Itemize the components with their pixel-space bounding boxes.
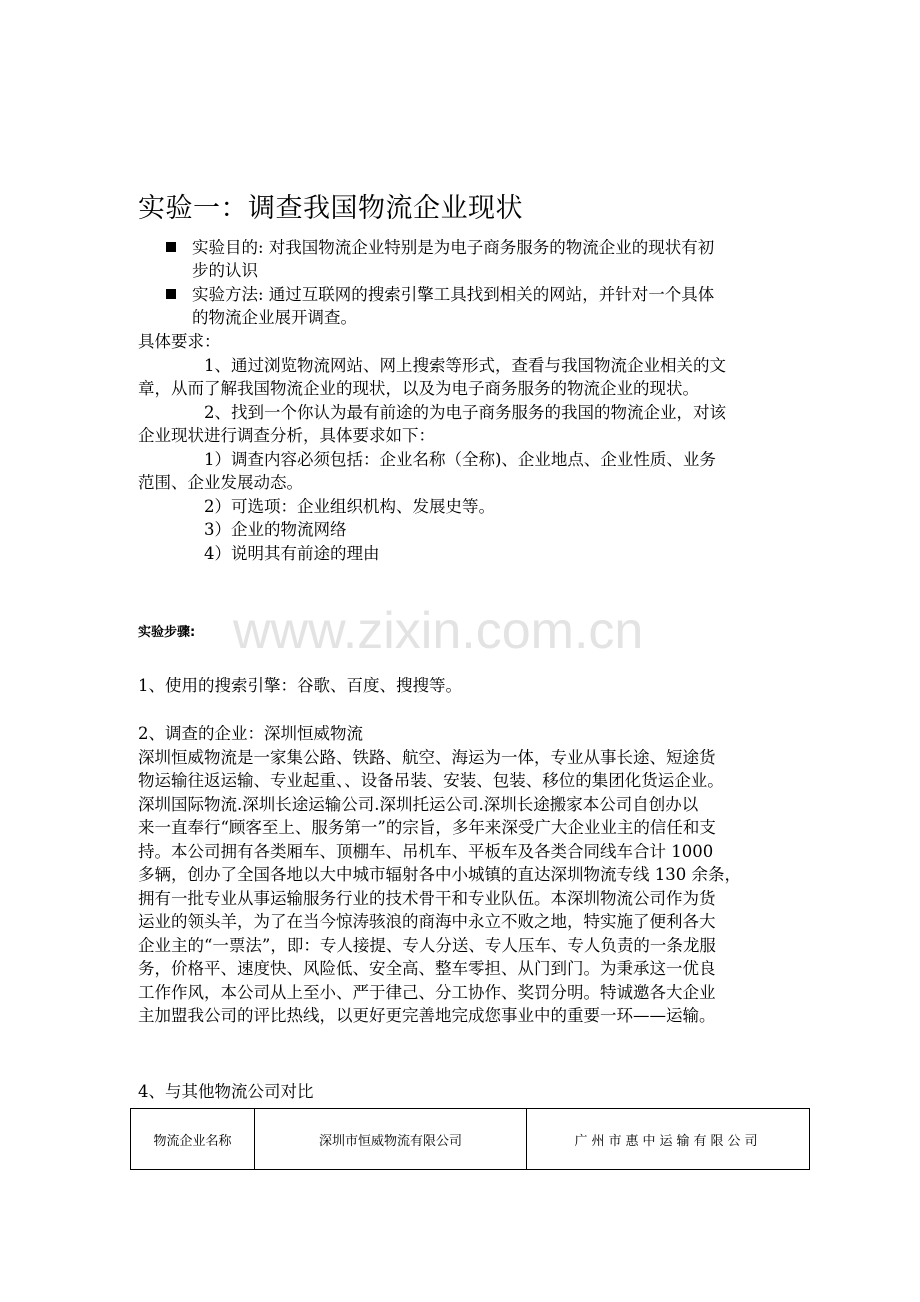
company-description-line: 企业主的“一票法”，即：专人接提、专人分送、专人压车、专人负责的一条龙服 (138, 935, 716, 955)
table-header-cell: 物流企业名称 (131, 1109, 255, 1170)
company-description-line: 务，价格平、速度快、风险低、安全高、整车零担、从门到门。为秉承这一优良 (138, 959, 716, 978)
requirement-line: 企业现状进行调查分析，具体要求如下： (138, 426, 435, 445)
watermark: www.zixin.com.cn (233, 602, 644, 660)
requirement-line: 1、通过浏览物流网站、网上搜索等形式，查看与我国物流企业相关的文 (204, 355, 726, 375)
table-header-cell: 广州市惠中运输有限公司 (527, 1109, 810, 1170)
document-title: 实验一：调查我国物流企业现状 (138, 193, 523, 224)
requirement-line: 4）说明其有前途的理由 (204, 543, 380, 563)
step-4-heading: 4、与其他物流公司对比 (138, 1082, 314, 1101)
requirement-line: 2、找到一个你认为最有前途的为电子商务服务的我国的物流企业，对该 (204, 402, 726, 422)
step-4 (138, 1080, 788, 1104)
step-2 (138, 722, 788, 1028)
company-description-line: 主加盟我公司的评比热线，以更好更完善地完成您事业中的重要一环——运输。 (138, 1006, 716, 1025)
table-row (131, 1109, 810, 1170)
objective-line: 实验目的: 对我国物流企业特别是为电子商务服务的物流企业的现状有初 (192, 238, 715, 257)
step-1-text: 1、使用的搜索引擎：谷歌、百度、搜搜等。 (138, 676, 462, 695)
company-description-line: 物运输往返运输、专业起重、、设备吊装、安装、包装、移位的集团化货运企业。 (138, 771, 724, 790)
square-bullet-icon (166, 242, 176, 252)
company-description-line: 多辆，创办了全国各地以大中城市辐射各中小城镇的直达深圳物流专线 130 余条， (138, 865, 741, 884)
company-description-line: 工作作风，本公司从上至小、严于律己、分工协作、奖罚分明。特诚邀各大企业 (138, 982, 716, 1002)
requirement-line: 范围、企业发展动态。 (138, 473, 303, 492)
steps-heading: 实验步骤: (138, 625, 196, 640)
step-1 (138, 674, 788, 698)
square-bullet-icon (166, 289, 176, 299)
company-description-line: 持。本公司拥有各类厢车、顶棚车、吊机车、平板车及各类合同线车合计 1000 (138, 841, 714, 861)
company-description-line: 深圳国际物流.深圳长途运输公司.深圳托运公司.深圳长途搬家本公司自创办以 (138, 794, 699, 814)
requirement-line: 1）调查内容必须包括：企业名称（全称)、企业地点、企业性质、业务 (204, 449, 716, 469)
requirements-section (138, 330, 788, 565)
requirement-line: 2）可选项：企业组织机构、发展史等。 (204, 496, 495, 516)
comparison-table (130, 1108, 810, 1170)
requirement-line: 章，从而了解我国物流企业的现状，以及为电子商务服务的物流企业的现状。 (138, 379, 699, 398)
company-description-line: 深圳恒威物流是一家集公路、铁路、航空、海运为一体，专业从事长途、短途货 (138, 747, 716, 767)
company-description-line: 拥有一批专业从事运输服务行业的技术骨干和专业队伍。本深圳物流公司作为货 (138, 888, 716, 908)
table-header-cell: 深圳市恒威物流有限公司 (255, 1109, 527, 1170)
requirement-line: 3）企业的物流网络 (204, 520, 347, 539)
objective-line: 步的认识 (192, 261, 258, 280)
method-line: 的物流企业展开调查。 (192, 308, 357, 327)
company-description-line: 运业的领头羊，为了在当今惊涛骇浪的商海中永立不败之地，特实施了便利各大 (138, 912, 716, 931)
method-line: 实验方法: 通过互联网的搜索引擎工具找到相关的网站，并针对一个具体 (192, 285, 715, 304)
requirements-heading: 具体要求： (138, 332, 221, 351)
step-2-heading: 2、调查的企业：深圳恒威物流 (138, 724, 363, 743)
company-description-line: 来一直奉行“顾客至上、服务第一”的宗旨，多年来深受广大企业业主的信任和支 (138, 818, 716, 837)
